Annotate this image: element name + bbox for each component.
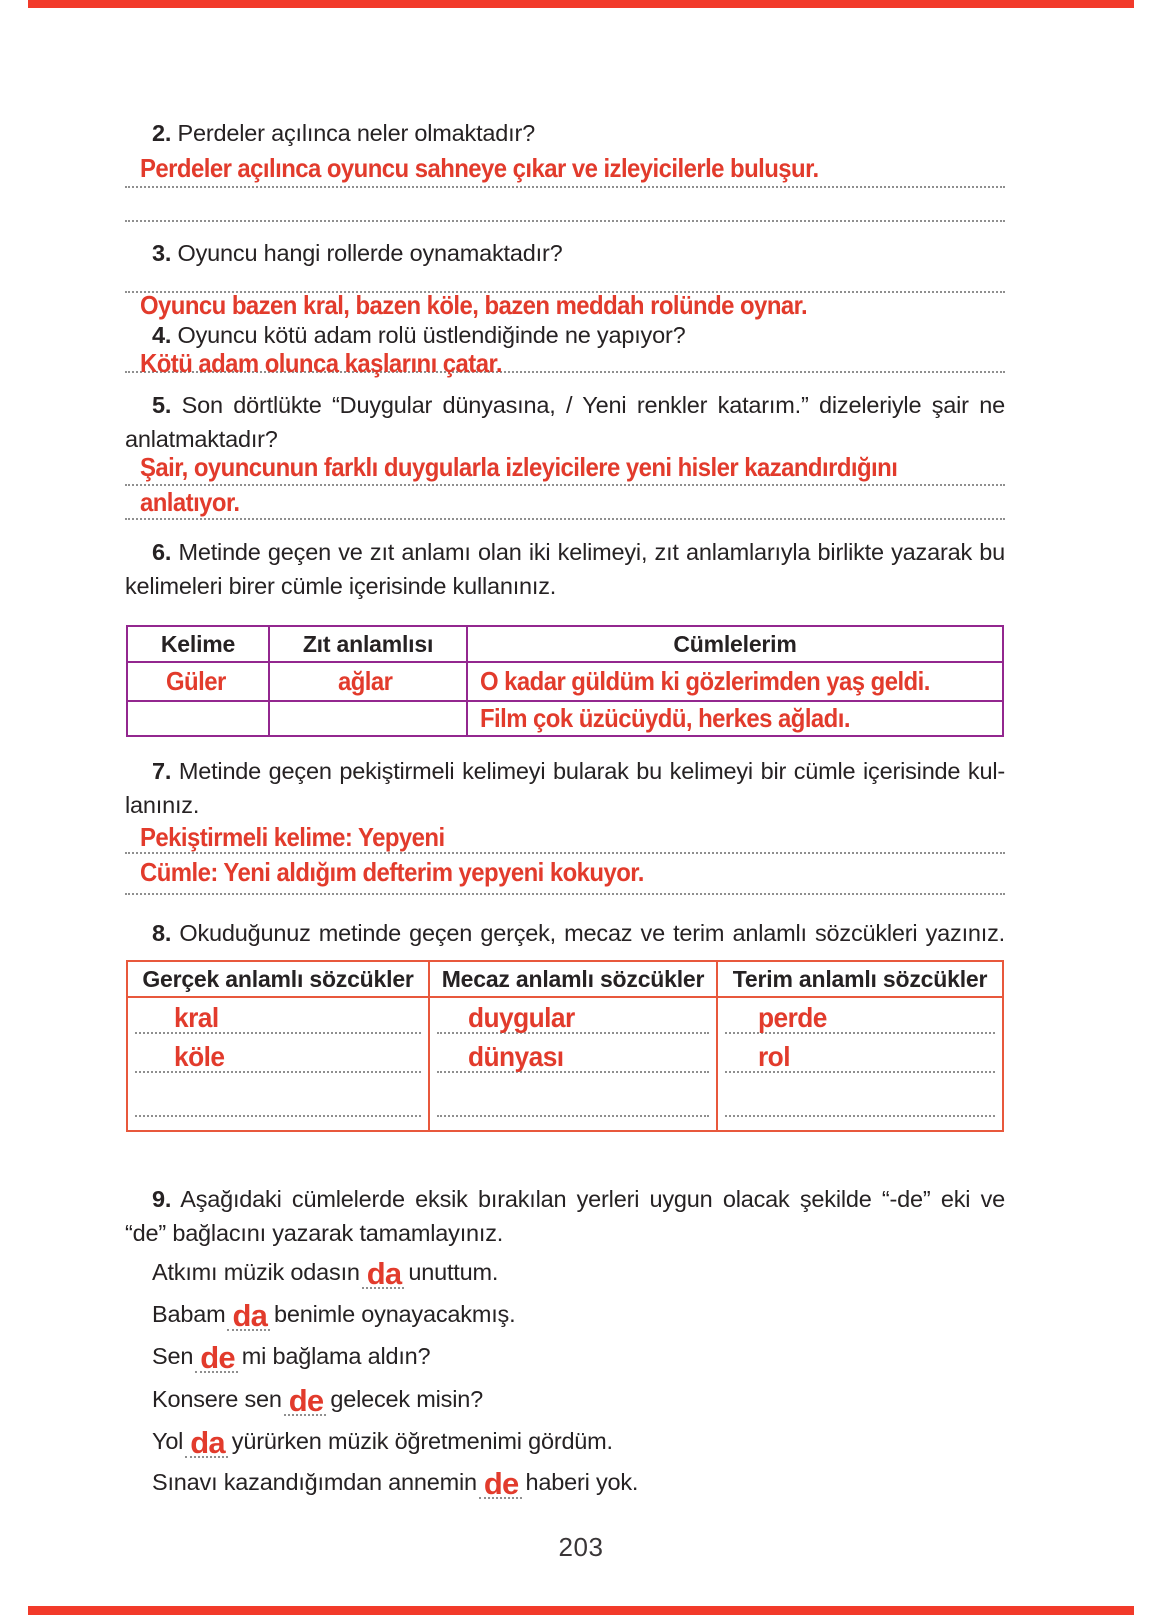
sentence-before: Sınavı kazandığımdan annemin — [152, 1469, 477, 1495]
sentence-after: haberi yok. — [525, 1469, 639, 1495]
question-9-text-line2: “de” bağlacını yazarak tamamlayınız. — [125, 1220, 504, 1246]
question-4-number: 4. — [152, 322, 172, 348]
fill-in-answer: da — [227, 1304, 270, 1331]
sentence-before: Atkımı müzik odasın — [152, 1259, 360, 1285]
word-meaning-header-mecaz: Mecaz anlamlı sözcükler — [430, 962, 718, 998]
antonym-word: Güler — [165, 666, 226, 696]
page-frame-top-edge — [28, 0, 1134, 8]
literal-word-2: köle — [174, 1041, 225, 1072]
fill-in-answer: de — [195, 1346, 238, 1373]
sentence-before: Babam — [152, 1301, 226, 1327]
question-8-text: Okuduğunuz metinde geçen gerçek, mecaz ve terim anlamlı sözcükleri yazınız. — [179, 920, 1005, 946]
antonym-sentence-1: O kadar güldüm ki gözlerimden yaş geldi. — [480, 666, 930, 696]
answer-line — [125, 893, 1005, 895]
word-meaning-cell-mecaz — [430, 998, 718, 1130]
answer-line — [125, 220, 1005, 222]
answer-5-line1: Şair, oyuncunun farklı duygularla izleyicilere yeni hisler kazandırdığını — [140, 452, 898, 482]
fill-in-sentence-1 — [152, 1256, 498, 1289]
answer-7-line2: Cümle: Yeni aldığım defterim yepyeni kokuyor. — [140, 857, 644, 887]
question-9-text-line1: Aşağıdaki cümlelerde eksik bırakılan yerleri uygun olacak şekilde “-de” eki ve — [180, 1186, 1005, 1212]
fill-in-sentence-3 — [152, 1340, 430, 1373]
term-word-1: perde — [758, 1002, 827, 1033]
question-8 — [125, 918, 1005, 948]
antonym-table — [126, 625, 1004, 737]
fill-in-sentence-5 — [152, 1425, 613, 1458]
question-8-number: 8. — [152, 920, 172, 946]
word-meaning-cell-gercek — [128, 998, 430, 1130]
page-frame-bottom-edge — [28, 1606, 1134, 1615]
question-9 — [125, 1184, 1005, 1214]
question-5-text-line2: anlatmaktadır? — [125, 426, 278, 452]
answer-line — [125, 518, 1005, 520]
question-2-number: 2. — [152, 120, 172, 146]
answer-5-line2: anlatıyor. — [140, 487, 240, 517]
answer-dotted-line — [725, 1115, 995, 1117]
question-9-number: 9. — [152, 1186, 172, 1212]
sentence-after: benimle oynayacakmış. — [274, 1301, 516, 1327]
antonym-table-cell-empty1 — [128, 702, 270, 735]
fill-in-answer: de — [284, 1389, 327, 1416]
question-2-text: Perdeler açılınca neler olmaktadır? — [177, 120, 535, 146]
question-6-text-line1: Metinde geçen ve zıt anlamı olan iki kelimeyi, zıt anlamlarıyla birlikte yazarak bu — [178, 539, 1005, 565]
question-5-text-line1: Son dörtlükte “Duygular dünyasına, / Yeni renkler katarım.” dizeleriyle şair ne — [181, 392, 1005, 418]
fill-in-answer: da — [362, 1262, 405, 1289]
answer-4: Kötü adam olunca kaşlarını çatar. — [140, 348, 502, 378]
fill-in-sentence-4 — [152, 1383, 483, 1416]
question-7-text-line2: lanınız. — [125, 792, 200, 818]
question-6 — [125, 537, 1005, 567]
antonym-opposite: ağlar — [338, 666, 393, 696]
antonym-sentence-2: Film çok üzücüydü, herkes ağladı. — [480, 703, 850, 733]
answer-line — [125, 186, 1005, 188]
answer-line — [125, 852, 1005, 854]
antonym-table-cell-empty2 — [270, 702, 468, 735]
term-word-2: rol — [758, 1041, 790, 1072]
question-4 — [152, 320, 685, 350]
sentence-before: Konsere sen — [152, 1386, 282, 1412]
question-7 — [125, 756, 1005, 786]
antonym-table-cell-zit — [270, 663, 468, 702]
figurative-word-2: dünyası — [468, 1041, 564, 1072]
literal-word-1: kral — [174, 1002, 219, 1033]
question-2 — [152, 118, 535, 148]
answer-7-line1: Pekiştirmeli kelime: Yepyeni — [140, 822, 445, 852]
antonym-table-header-kelime: Kelime — [128, 627, 270, 663]
answer-line — [125, 484, 1005, 486]
antonym-table-cell-sentence1 — [468, 663, 1002, 702]
fill-in-sentence-2 — [152, 1298, 515, 1331]
fill-in-answer: de — [479, 1472, 522, 1499]
sentence-after: unuttum. — [408, 1259, 499, 1285]
word-meaning-header-gercek: Gerçek anlamlı sözcükler — [128, 962, 430, 998]
sentence-before: Sen — [152, 1343, 194, 1369]
fill-in-answer: da — [185, 1431, 228, 1458]
page-number: 203 — [558, 1532, 604, 1562]
question-6-number: 6. — [152, 539, 172, 565]
answer-dotted-line — [135, 1115, 421, 1117]
question-3-number: 3. — [152, 240, 172, 266]
word-meaning-header-terim: Terim anlamlı sözcükler — [718, 962, 1002, 998]
question-5 — [125, 390, 1005, 420]
antonym-table-header-zit-anlamlisi: Zıt anlamlısı — [270, 627, 468, 663]
answer-dotted-line — [437, 1115, 709, 1117]
question-4-text: Oyuncu kötü adam rolü üstlendiğinde ne yapıyor? — [177, 322, 686, 348]
question-3 — [152, 238, 562, 268]
antonym-table-header-cumlelerim: Cümlelerim — [468, 627, 1002, 663]
question-5-number: 5. — [152, 392, 172, 418]
sentence-after: gelecek misin? — [330, 1386, 483, 1412]
fill-in-sentence-6 — [152, 1466, 638, 1499]
answer-3: Oyuncu bazen kral, bazen köle, bazen meddah rolünde oynar. — [140, 290, 808, 320]
antonym-table-cell-sentence2 — [468, 702, 1002, 735]
question-3-text: Oyuncu hangi rollerde oynamaktadır? — [177, 240, 563, 266]
question-7-number: 7. — [152, 758, 172, 784]
antonym-table-cell-kelime — [128, 663, 270, 702]
sentence-after: yürürken müzik öğretmenimi gördüm. — [231, 1428, 613, 1454]
answer-2: Perdeler açılınca oyuncu sahneye çıkar ve izleyicilerle buluşur. — [140, 153, 819, 183]
figurative-word-1: duygular — [468, 1002, 575, 1033]
question-6-text-line2: kelimeleri birer cümle içerisinde kullanınız. — [125, 573, 557, 599]
word-meaning-table — [126, 960, 1004, 1132]
question-7-text-line1: Metinde geçen pekiştirmeli kelimeyi bularak bu kelimeyi bir cümle içerisinde kul- — [178, 758, 1005, 784]
sentence-after: mi bağlama aldın? — [241, 1343, 431, 1369]
word-meaning-cell-terim — [718, 998, 1002, 1130]
sentence-before: Yol — [152, 1428, 184, 1454]
